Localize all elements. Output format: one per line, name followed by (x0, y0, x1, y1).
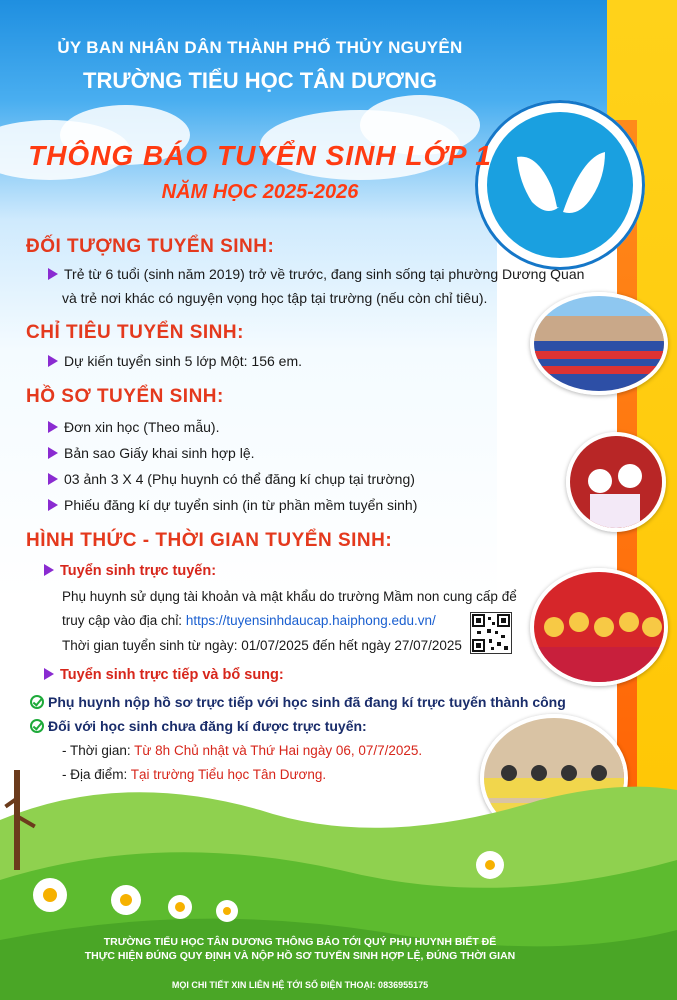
bullet-arrow-icon (48, 355, 58, 367)
daisy-flower-icon (213, 897, 241, 925)
footer-notice-line-2: THỰC HIỆN ĐÚNG QUY ĐỊNH VÀ NỘP HỒ SƠ TUYỂN SINH HỢP LỆ, ĐÚNG THỜI GIAN (84, 950, 516, 962)
header-school: TRƯỜNG TIỂU HỌC TÂN DƯƠNG (83, 68, 437, 93)
registration-link[interactable]: https://tuyensinhdaucap.haiphong.edu.vn/ (185, 613, 436, 628)
place-line: - Địa điểm: Tại trường Tiểu học Tân Dương. (62, 767, 327, 782)
school-logo-icon (475, 100, 645, 270)
footer-contact: MỌI CHI TIẾT XIN LIÊN HỆ TỚI SỐ ĐIỆN THOẠI: 0836955175 (171, 980, 429, 990)
doi-tuong-line-2: và trẻ nơi khác có nguyện vọng học tập tại trường (nếu còn chỉ tiêu). (62, 290, 488, 306)
school-year: NĂM HỌC 2025-2026 (161, 181, 359, 203)
qr-code-icon[interactable] (470, 612, 512, 654)
chi-tieu-line-1: Dự kiến tuyển sinh 5 lớp Một: 156 em. (48, 353, 302, 369)
photo-school-assembly (530, 292, 668, 395)
daisy-flower-icon (470, 845, 510, 885)
ho-so-item: Phiếu đăng kí dự tuyển sinh (in từ phần mềm tuyển sinh) (48, 497, 417, 513)
online-line-1: Phụ huynh sử dụng tài khoản và mật khẩu do trường Mầm non cung cấp để (62, 589, 517, 604)
bullet-arrow-icon (48, 447, 58, 459)
doi-tuong-line-1: Trẻ từ 6 tuổi (sinh năm 2019) trở về trước, đang sinh sống tại phường Dương Quan (48, 266, 584, 282)
bullet-arrow-icon (44, 564, 54, 576)
bullet-arrow-icon (48, 268, 58, 280)
check-item: Đối với học sinh chưa đăng kí được trực tuyến: (30, 718, 367, 734)
ho-so-item: Đơn xin học (Theo mẫu). (48, 419, 219, 435)
check-item: Phụ huynh nộp hồ sơ trực tiếp với học sinh đã đang kí trực tuyến thành công (30, 694, 566, 710)
announcement-title: THÔNG BÁO TUYỂN SINH LỚP 1 (28, 140, 492, 171)
photo-dance-performance (566, 432, 666, 532)
daisy-flower-icon (108, 882, 144, 918)
daisy-flower-icon (165, 892, 195, 922)
section-heading-chi-tieu: CHỈ TIÊU TUYỂN SINH: (26, 322, 244, 343)
bullet-arrow-icon (48, 421, 58, 433)
section-heading-doi-tuong: ĐỐI TƯỢNG TUYỂN SINH: (26, 236, 275, 257)
section-heading-hinh-thuc: HÌNH THỨC - THỜI GIAN TUYỂN SINH: (26, 530, 393, 551)
time-line: - Thời gian: Từ 8h Chủ nhật và Thứ Hai ngày 06, 07/7/2025. (62, 743, 423, 758)
direct-title: Tuyển sinh trực tiếp và bổ sung: (44, 667, 284, 683)
tree-icon (0, 760, 50, 870)
header-authority: ỦY BAN NHÂN DÂN THÀNH PHỐ THỦY NGUYÊN (57, 38, 463, 57)
online-title: Tuyển sinh trực tuyến: (44, 563, 216, 579)
bullet-arrow-icon (48, 473, 58, 485)
ho-so-item: Bản sao Giấy khai sinh hợp lệ. (48, 445, 255, 461)
bullet-arrow-icon (48, 499, 58, 511)
photo-students-lanterns (530, 568, 668, 686)
ho-so-item: 03 ảnh 3 X 4 (Phụ huynh có thể đăng kí chụp tại trường) (48, 471, 415, 487)
check-circle-icon (30, 719, 44, 733)
online-line-3: Thời gian tuyển sinh từ ngày: 01/07/2025 đến hết ngày 27/07/2025 (62, 638, 462, 653)
bullet-arrow-icon (44, 668, 54, 680)
footer-notice-line-1: TRƯỜNG TIỂU HỌC TÂN DƯƠNG THÔNG BÁO TỚI QUÝ PHỤ HUYNH BIẾT ĐỂ (103, 936, 497, 948)
online-line-2: truy cập vào địa chỉ: https://tuyensinhdaucap.haiphong.edu.vn/ (62, 613, 436, 628)
check-circle-icon (30, 695, 44, 709)
section-heading-ho-so: HỒ SƠ TUYỂN SINH: (26, 386, 224, 407)
daisy-flower-icon (30, 875, 70, 915)
